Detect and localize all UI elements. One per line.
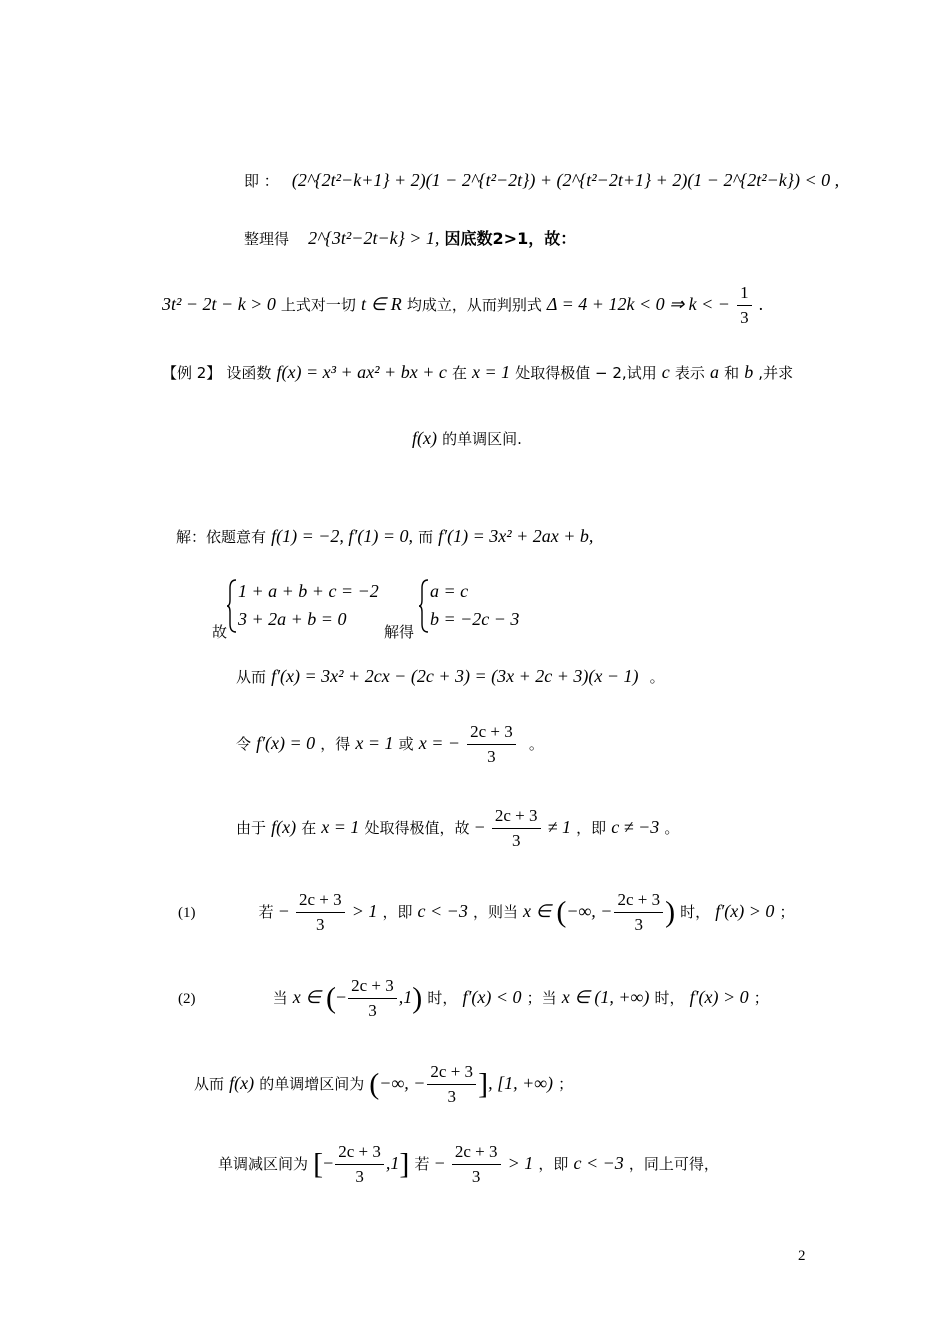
example2-line2-t: 的单调区间. [442,430,522,448]
youyu-f1: f(x) [271,817,297,837]
case2-n: (2) [178,991,196,1007]
case2-f5: f′(x) > 0 [689,987,749,1007]
example2-f4: a [710,362,719,382]
case2-t4: 时， [654,989,685,1007]
case2-f1: x ∈ [292,987,321,1007]
page-number: 2 [798,1248,806,1264]
incr-f2: −∞, − [379,1073,426,1093]
case1-f3: x ∈ [523,901,552,921]
increasing-interval: 从而 f(x) 的单调增区间为 (−∞, − $\frac{2c + 3}{3}$ ], [1, +∞) ； [194,1062,574,1106]
line2-label: 整理得 [244,230,290,248]
ling-num: 2c + 3 [467,722,516,745]
case2-num: 2c + 3 [348,976,397,999]
case1-t4: 时， [680,903,711,921]
sol1-f2: f′(1) = 3x² + 2ax + b, [438,526,594,546]
line1-formula: (2^{2t²−k+1} + 2)(1 − 2^{t²−2t}) + (2^{t²−2t+1} + 2)(1 − 2^{2t²−k}) < 0 , [291,170,840,190]
case1-num: 2c + 3 [296,890,345,913]
example2-f2: x = 1 [472,362,511,382]
youyu-t2: 在 [301,819,317,837]
congr-t: 从而 [236,668,267,686]
example2-t1: 设函数 [226,364,272,382]
derivative-line [236,666,665,687]
case2-fraction [348,976,397,1021]
decr-t3: ，即 [538,1155,569,1173]
sys-gu: 故 [212,623,228,641]
sol1-t2: 而 [418,528,434,546]
line3-formula3: Δ = 4 + 12k < 0 ⇒ k < − [546,294,730,314]
case-2: (2) 当 x ∈ (− $\frac{2c + 3}{3}$ ,1) 时， f′(x) < 0 ；当 x ∈ (1, +∞) 时， f′(x) > 0 ； [178,976,769,1020]
decr-fraction [335,1142,384,1187]
line-2 [244,226,576,249]
line3-formula1: 3t² − 2t − k > 0 [162,294,276,314]
case1-fraction [296,890,345,935]
example2-tag: 【例 2】 [162,364,222,382]
decr-den: 3 [355,1167,364,1186]
sys-s2: b = −2c − 3 [430,609,520,629]
example2-t5: 和 [724,364,740,382]
congr-end: 。 [649,668,665,686]
youyu-f2: x = 1 [321,817,360,837]
incr-num: 2c + 3 [427,1062,476,1085]
ling-den: 3 [487,747,496,766]
sys-s1: a = c [430,581,469,601]
case1-num-2: 2c + 3 [614,890,663,913]
ling-fraction [467,722,516,767]
example2-t3: 处取得极值 − 2,试用 [515,364,657,382]
ling-t1: 令 [236,735,252,753]
decr-den2: 3 [471,1167,481,1186]
case1-fraction-2 [614,890,663,935]
decr-t4: ，同上可得， [628,1155,719,1173]
incr-t1: 从而 [194,1075,225,1093]
left-brace-1 [226,578,238,634]
decr-f2: > 1 [507,1153,534,1173]
sys-eq2: 3 + 2a + b = 0 [238,609,347,629]
case2-end: ； [753,989,769,1007]
youyu-t4: ，即 [576,819,607,837]
case2-t2: 时， [427,989,458,1007]
line3-text2: 均成立，从而判别式 [406,296,542,314]
decr-num2: 2c + 3 [452,1142,501,1165]
example2-f3: c [661,362,670,382]
case1-f1: > 1 [351,901,378,921]
example2-t6: ,并求 [758,364,794,382]
incr-t2: 的单调增区间为 [259,1075,365,1093]
case1-f4: −∞, − [566,901,613,921]
ling-f2: x = 1 [355,733,394,753]
left-brace-2 [418,578,430,634]
case1-f5: f′(x) > 0 [715,901,775,921]
decr-t2: 若 [414,1155,430,1173]
example2-line2-f: f(x) [412,428,437,448]
sol1-f1: f(1) = −2, f′(1) = 0, [271,526,413,546]
decr-f3: c < −3 [573,1153,624,1173]
sys-jiede: 解得 [384,623,415,641]
line3-frac-num: 1 [737,283,752,306]
case2-t3: ；当 [526,989,557,1007]
youyu-f4: c ≠ −3 [611,817,660,837]
case2-f3: f′(x) < 0 [462,987,522,1007]
example2-f1: f(x) = x³ + ax² + bx + c [276,362,447,382]
case1-end: ； [779,903,795,921]
case1-den-2: 3 [634,915,643,934]
case1-den: 3 [316,915,325,934]
case1-t2: ，即 [382,903,413,921]
line3-fraction [737,283,752,328]
incr-den: 3 [447,1087,456,1106]
zero-line [236,722,544,767]
incr-fraction [427,1062,476,1107]
ling-f3: x = − [418,733,461,753]
case1-n: (1) [178,905,196,921]
decr-f1: ,1 [385,1153,400,1173]
ling-end: 。 [528,735,544,753]
example-2-line-2 [412,428,522,449]
youyu-fraction [492,806,541,851]
line1-label: 即 ： [244,172,279,190]
youyu-t3: 处取得极值，故 [364,819,470,837]
line-3 [162,283,763,328]
youyu-den: 3 [511,831,521,850]
case-1: (1) 若 − $\frac{2c + 3}{3}$ > 1 ，即 c < −3 ，则当 x ∈ (−∞, − $\frac{2c + 3}{3}$ ) 时， f′(x) > 0 ； [178,890,795,934]
incr-f3: , [1, +∞) [488,1073,554,1093]
case1-f2: c < −3 [417,901,468,921]
decr-num: 2c + 3 [335,1142,384,1165]
line3-text1: 上式对一切 [280,296,356,314]
case1-t1: 若 [258,903,274,921]
sys-eq1: 1 + a + b + c = −2 [238,581,379,601]
case2-f4: x ∈ (1, +∞) [561,987,650,1007]
line3-end: . [758,294,764,314]
case2-f2: ,1 [398,987,413,1007]
line3-formula2: t ∈ R [361,294,402,314]
case2-t1: 当 [272,989,288,1007]
decr-fraction-2 [452,1142,501,1187]
youyu-f3: ≠ 1 [547,817,572,837]
case2-den: 3 [368,1001,377,1020]
example2-t2: 在 [451,364,467,382]
incr-end: ； [558,1075,574,1093]
line3-frac-den: 3 [740,308,749,327]
decr-t1: 单调减区间为 [218,1155,309,1173]
ling-t3: 或 [398,735,414,753]
extremum-line: 由于 f(x) 在 x = 1 处取得极值，故 − $\frac{2c + 3}{3}$ ≠ 1 ，即 c ≠ −3 。 [236,806,680,850]
example2-f5: b [744,362,754,382]
example2-t4: 表示 [674,364,705,382]
case1-t3: ，则当 [472,903,518,921]
line2-formula: 2^{3t²−2t−k} > 1, [308,228,440,248]
line2-text: 因底数2>1，故： [444,229,577,248]
incr-f1: f(x) [229,1073,255,1093]
example-2-heading [162,362,793,383]
ling-t2: ，得 [320,735,351,753]
ling-f1: f′(x) = 0 [256,733,316,753]
decreasing-interval: 单调减区间为 [− $\frac{2c + 3}{3}$ ,1] 若 − $\frac{2c + 3}{3}$ > 1 ，即 c < −3 ，同上可得， [218,1142,719,1186]
line-1 [244,170,839,191]
sol1-t1: 解：依题意有 [176,528,267,546]
youyu-t1: 由于 [236,819,267,837]
solution-line-1 [176,526,593,547]
youyu-num: 2c + 3 [492,806,541,829]
youyu-end: 。 [664,819,680,837]
congr-f: f′(x) = 3x² + 2cx − (2c + 3) = (3x + 2c + 3)(x − 1) [271,666,639,686]
